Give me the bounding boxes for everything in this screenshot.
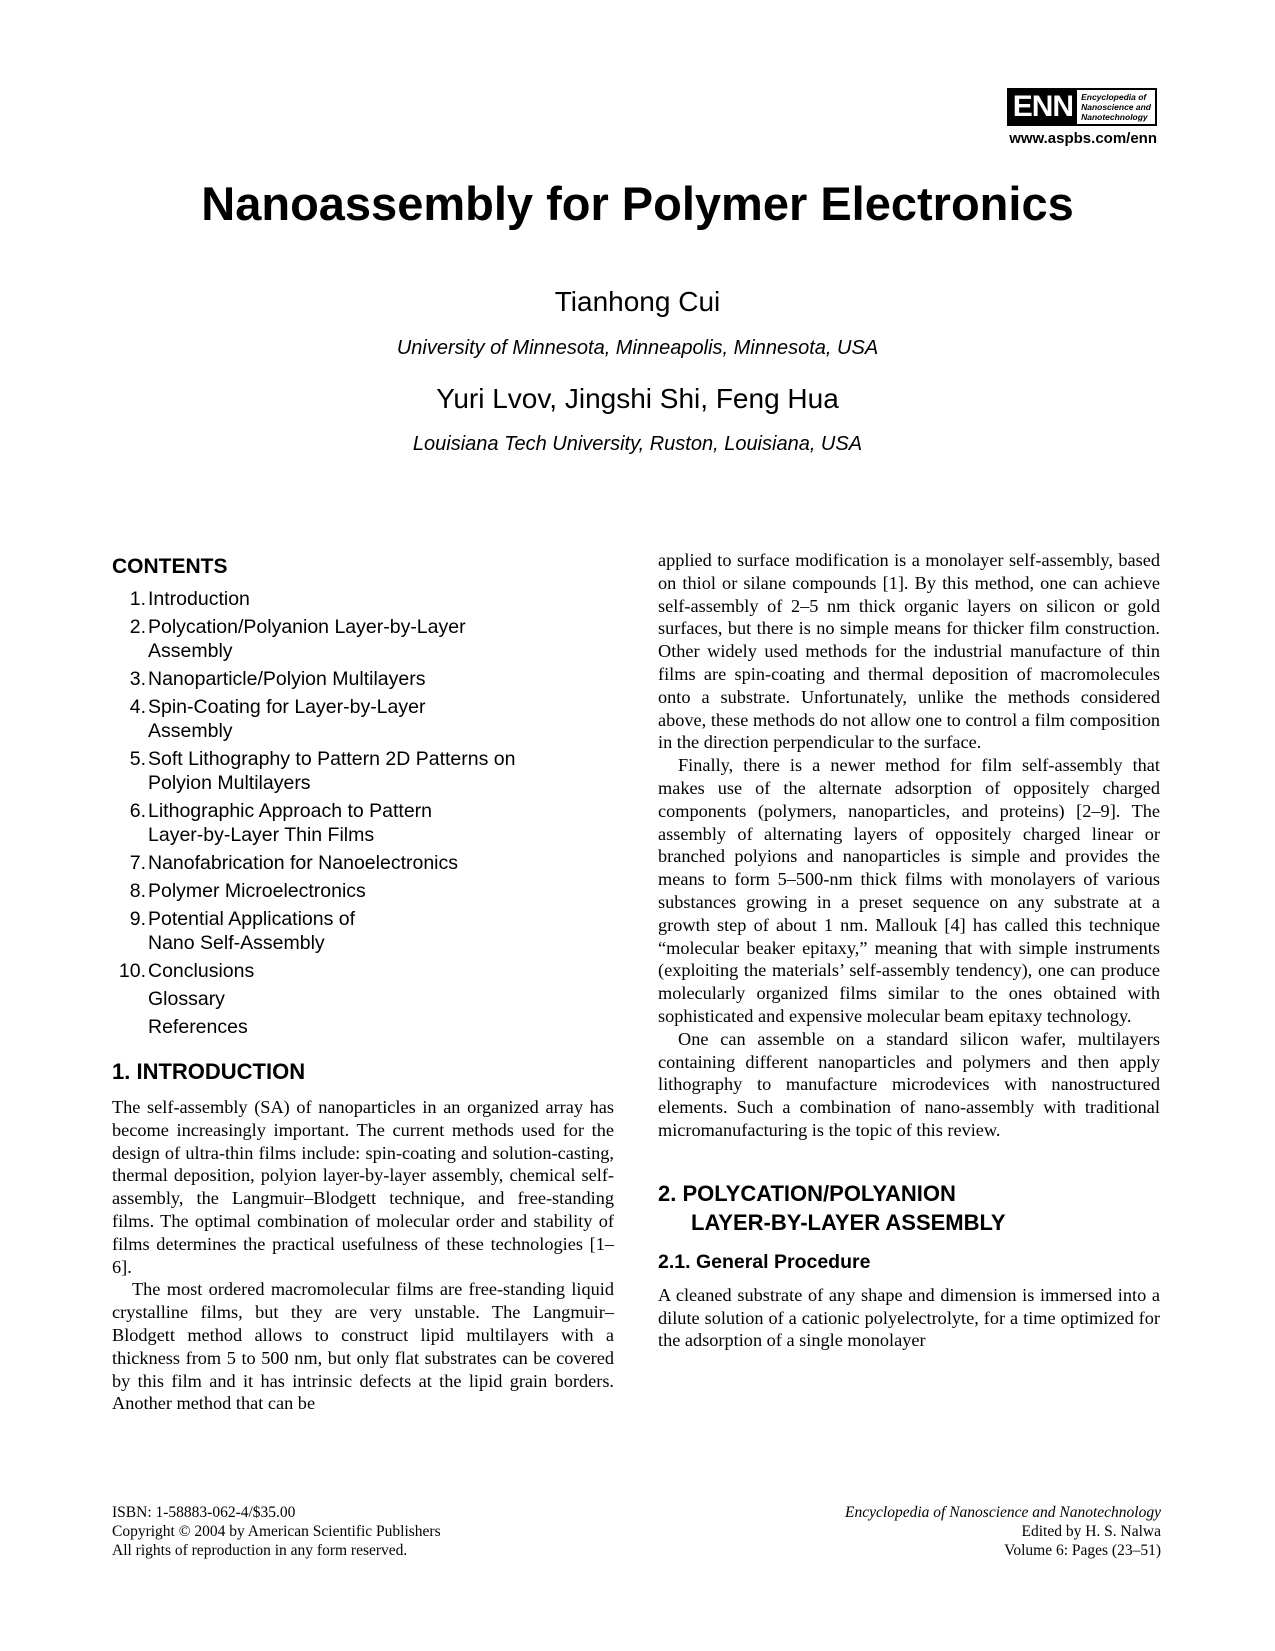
toc-number: 2. [129, 616, 146, 638]
section-2-heading-line-1: 2. POLYCATION/POLYANION [658, 1180, 956, 1206]
section-2-heading-line-2: LAYER-BY-LAYER ASSEMBLY [691, 1209, 1006, 1235]
section-2-paragraph-1: A cleaned substrate of any shape and dimension is immersed into a dilute solution of a cationic polyelectrolyte, for a time optimized for the adsorption of a single monolayer [658, 1284, 1160, 1351]
toc-item [112, 1015, 614, 1039]
toc-number: 10. [118, 960, 146, 982]
toc-item [112, 959, 614, 983]
toc-label: Nanoparticle/Polyion Multilayers [148, 668, 426, 690]
intro-paragraph-2: The most ordered macromolecular films are free-standing liquid crystalline films, but they are very unstable. The Langmuir–Blodgett method allows to construct lipid multilayers with a thickness from 5 to 500 nm, but only flat substrates can be covered by this film and it has intrinsic defects at the lipid grain borders. Another method that can be [112, 1279, 614, 1414]
toc-label: Glossary [148, 988, 225, 1010]
toc-item [112, 987, 614, 1011]
toc-label: Soft Lithography to Pattern 2D Patterns on Polyion Multilayers [148, 748, 516, 794]
toc-label: Lithographic Approach to Pattern Layer-by-Layer Thin Films [148, 800, 433, 846]
toc-item [112, 695, 614, 743]
rights: All rights of reproduction in any form reserved. [112, 1542, 408, 1559]
author-2: Yuri Lvov, Jingshi Shi, Feng Hua [436, 383, 839, 414]
editor: Edited by H. S. Nalwa [1021, 1523, 1161, 1540]
toc-label: References [148, 1016, 248, 1038]
copyright: Copyright © 2004 by American Scientific Publishers [112, 1523, 441, 1540]
logo-url: www.aspbs.com/enn [1009, 130, 1157, 147]
intro-paragraph-4: One can assemble on a standard silicon wafer, multilayers containing different nanoparticles and polymers and then apply lithography to manufacture microdevices with nanostructured elements. Such a combination of nano-assembly with traditional micromanufacturing is the topic of this review. [658, 1028, 1160, 1140]
toc-label: Polycation/Polyanion Layer-by-Layer Assembly [148, 616, 466, 662]
toc-number: 5. [129, 748, 146, 770]
logo-mark: ENN [1009, 90, 1077, 124]
article-title: Nanoassembly for Polymer Electronics [201, 177, 1074, 230]
enn-logo-box [1007, 88, 1157, 126]
logo-line-3: Nanotechnology [1081, 112, 1148, 122]
encyclopedia-title: Encyclopedia of Nanoscience and Nanotechnology [845, 1504, 1161, 1521]
right-column [658, 549, 1160, 1352]
intro-paragraph-1: The self-assembly (SA) of nanoparticles in an organized array has become increasingly important. The current methods used for the design of ultra-thin films include: spin-coating and solution-casting, thermal deposition, polyion layer-by-layer assembly, chemical self-assembly, the Langmuir–Blodgett technique, and free-standing films. The optimal combination of molecular order and stability of films determines the practical usefulness of these technologies [1–6]. [112, 1097, 614, 1277]
toc-item [112, 747, 614, 795]
toc-item [112, 851, 614, 875]
toc-label: Nanofabrication for Nanoelectronics [148, 852, 459, 874]
toc-number: 7. [129, 852, 146, 874]
footer-left [112, 1503, 441, 1560]
volume-pages: Volume 6: Pages (23–51) [1004, 1542, 1161, 1559]
left-column [112, 555, 614, 1415]
toc-item [112, 615, 614, 663]
logo-line-1: Encyclopedia of [1081, 92, 1147, 102]
toc-label: Spin-Coating for Layer-by-Layer Assembly [148, 696, 426, 742]
toc-number [112, 987, 146, 1011]
section-2-heading [658, 1179, 1160, 1237]
footer-right [845, 1503, 1161, 1560]
isbn: ISBN: 1-58883-062-4/$35.00 [112, 1504, 296, 1521]
author-1: Tianhong Cui [554, 286, 721, 317]
section-1-heading: 1. INTRODUCTION [112, 1059, 306, 1084]
publisher-logo [967, 88, 1157, 147]
logo-text [1077, 90, 1155, 124]
toc-number: 4. [129, 696, 146, 718]
toc-number: 3. [129, 668, 146, 690]
affiliation-2: Louisiana Tech University, Ruston, Louisiana, USA [412, 433, 863, 455]
toc-label: Conclusions [148, 960, 255, 982]
toc-number: 1. [129, 588, 146, 610]
intro-paragraph-3: Finally, there is a newer method for film self-assembly that makes use of the alternate adsorption of oppositely charged components (polymers, nanoparticles, and proteins) [2–9]. The assembly of alternating layers of oppositely charged linear or branched polyions and nanoparticles is simple and provides the means to form 5–500-nm thick films with monolayers of various substances growing in a preset sequence on any substrate at a growth step of about 1 nm. Mallouk [4] has called this technique “molecular beaker epitaxy,” meaning that with simple instruments (exploiting the materials’ self-assembly tendency), one can produce molecularly organized films similar to the ones obtained with sophisticated and expensive molecular beam epitaxy technology. [658, 755, 1160, 1026]
affiliation-1: University of Minnesota, Minneapolis, Minnesota, USA [396, 337, 879, 359]
toc-item [112, 879, 614, 903]
toc-label: Potential Applications of Nano Self-Assembly [148, 908, 356, 954]
toc-label: Polymer Microelectronics [148, 880, 366, 902]
subsection-2-1-heading: 2.1. General Procedure [658, 1250, 871, 1273]
intro-paragraph-2-continued: applied to surface modification is a monolayer self-assembly, based on thiol or silane compounds [1]. By this method, one can achieve self-assembly of 2–5 nm thick organic layers on silicon or gold surfaces, but there is no simple means for thicker film construction. Other widely used methods for the industrial manufacture of thin films are spin-coating and thermal deposition of macromolecules onto a substrate. Unfortunately, unlike the methods considered above, these methods do not allow one to control a film composition in the direction perpendicular to the surface. [658, 550, 1160, 753]
toc-number [112, 1015, 146, 1039]
toc-item [112, 667, 614, 691]
toc-label: Introduction [148, 588, 250, 610]
logo-line-2: Nanoscience and [1081, 102, 1151, 112]
contents-heading: CONTENTS [112, 555, 228, 578]
toc-number: 6. [129, 800, 146, 822]
toc-number: 9. [129, 908, 146, 930]
table-of-contents [112, 587, 614, 1039]
toc-item [112, 799, 614, 847]
toc-item [112, 907, 614, 955]
toc-number: 8. [129, 880, 146, 902]
toc-item [112, 587, 614, 611]
